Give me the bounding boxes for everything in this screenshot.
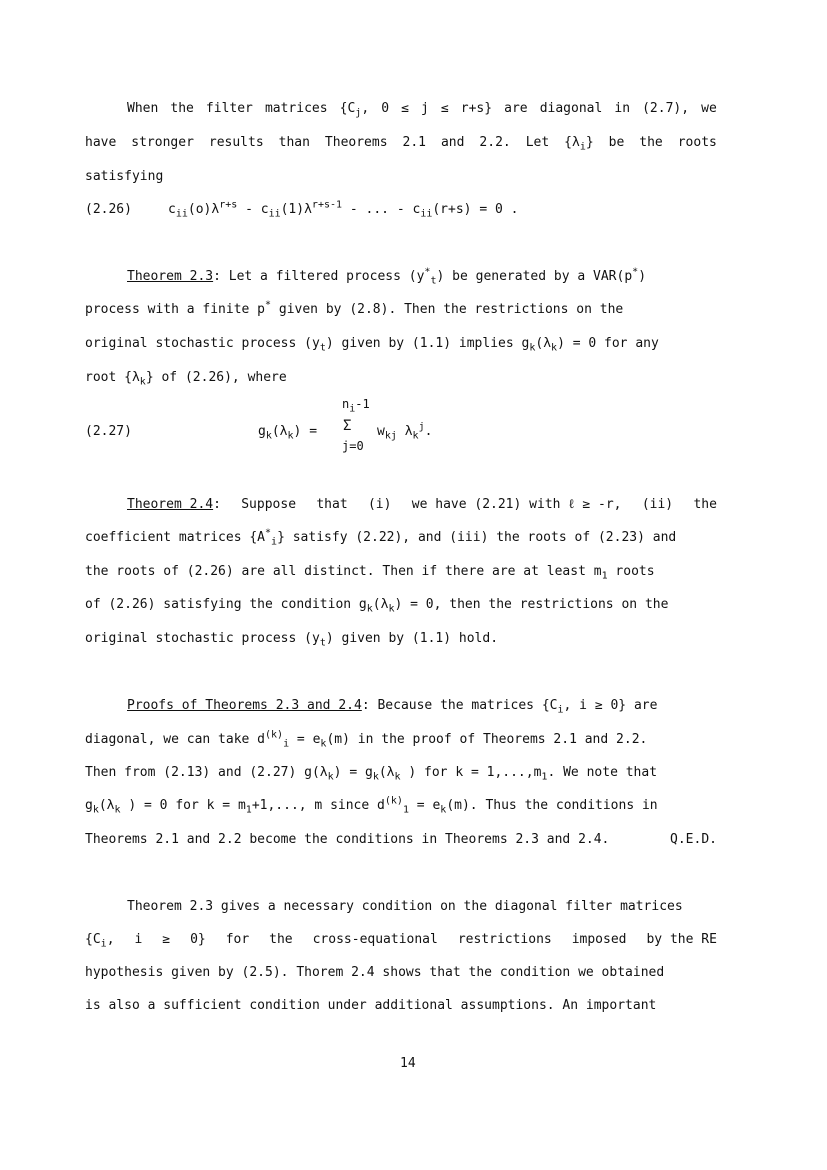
eq-2-27-upper-limit: $n_i-1$ bbox=[342, 397, 370, 415]
theorem-2-3-line2: process with a finite p* given by (2.8). Then the restrictions on the bbox=[85, 299, 624, 317]
proof-line2: diagonal, we can take $d^{(k)}_i = e_k(m)$ in the proof of Theorems 2.1 and 2.2. bbox=[85, 729, 648, 750]
eq-2-26: $c_{ii}(o)\lambda^{r+s} - c_{ii}(1)\lambda^{r+s-1}$ - ... - $c_{ii}(r+s) = 0$ . bbox=[168, 199, 519, 220]
p1-line1: When the filter matrices {$C_j$, 0 ≤ j ≤ r+s} are diagonal in (2.7), we bbox=[127, 101, 717, 119]
eq-2-27-sigma: Σ bbox=[343, 418, 352, 434]
eq-2-27-lower-limit: j=0 bbox=[342, 439, 364, 453]
theorem-2-3-heading: Theorem 2.3 bbox=[127, 269, 214, 284]
theorem-2-4-heading: Theorem 2.4 bbox=[127, 497, 214, 512]
eq-2-27-label: (2.27) bbox=[85, 424, 132, 439]
page-number: 14 bbox=[400, 1056, 416, 1071]
proof-line1: Proofs of Theorems 2.3 and 2.4: Because the matrices {$C_i$, i ≥ 0} are bbox=[127, 698, 658, 716]
theorem-2-4-line4: of (2.26) satisfying the condition $g_k(\lambda_k) = 0$, then the restrictions on the bbox=[85, 597, 669, 615]
proof-line5: Theorems 2.1 and 2.2 become the conditions in Theorems 2.3 and 2.4. Q.E.D. bbox=[85, 832, 717, 847]
proof-line3: Then from (2.13) and (2.27) $g(\lambda_k) = g_k(\lambda_k$ ) for $k = 1,...,m_1$. We note that bbox=[85, 765, 658, 783]
eq-2-27-lhs: $g_k(\lambda_k)$ = bbox=[258, 424, 318, 442]
theorem-2-3-line4: root $\{\lambda_k\}$ of (2.26), where bbox=[85, 370, 287, 388]
theorem-2-4-line3: the roots of (2.26) are all distinct. Then if there are at least $m_1$ roots bbox=[85, 564, 655, 582]
theorem-2-4-line1: Theorem 2.4: Suppose that (i) we have (2.21) with ℓ ≥ -r, (ii) the bbox=[127, 497, 717, 512]
theorem-2-3-line1: Theorem 2.3: Let a filtered process $(y^*_t)$ be generated by a VAR(p*) bbox=[127, 266, 647, 287]
theorem-2-4-line5: original stochastic process $(y_t)$ given by (1.1) hold. bbox=[85, 631, 499, 649]
proof-heading: Proofs of Theorems 2.3 and 2.4 bbox=[127, 698, 362, 713]
eq-2-27-rhs: $w_{kj}$ $\lambda_k^j$. bbox=[377, 421, 433, 442]
theorem-2-3-line3: original stochastic process $(y_t)$ given by (1.1) implies $g_k(\lambda_k) = 0$ for any bbox=[85, 336, 659, 354]
p1-line2: have stronger results than Theorems 2.1 and 2.2. Let $\{\lambda_i\}$ be the roots bbox=[85, 135, 717, 153]
eq-2-26-label: (2.26) bbox=[85, 202, 132, 217]
last-para-line3: hypothesis given by (2.5). Thorem 2.4 shows that the condition we obtained bbox=[85, 965, 665, 980]
qed-mark: Q.E.D. bbox=[670, 832, 717, 847]
last-para-line4: is also a sufficient condition under additional assumptions. An important bbox=[85, 998, 657, 1013]
theorem-2-4-line2: coefficient matrices $\{A^*_i\}$ satisfy (2.22), and (iii) the roots of (2.23) and bbox=[85, 527, 677, 548]
last-para-line1: Theorem 2.3 gives a necessary condition on the diagonal filter matrices bbox=[127, 899, 683, 914]
p1-line3: satisfying bbox=[85, 169, 164, 184]
proof-line4: $g_k(\lambda_k$ ) = 0 for $k = m_1+1$,..., m since $d^{(k)}_1 = e_k(m)$. Thus the conditions in bbox=[85, 795, 658, 816]
last-para-line2: {$C_i$, i ≥ 0} for the cross-equational restrictions imposed by the RE bbox=[85, 932, 717, 950]
